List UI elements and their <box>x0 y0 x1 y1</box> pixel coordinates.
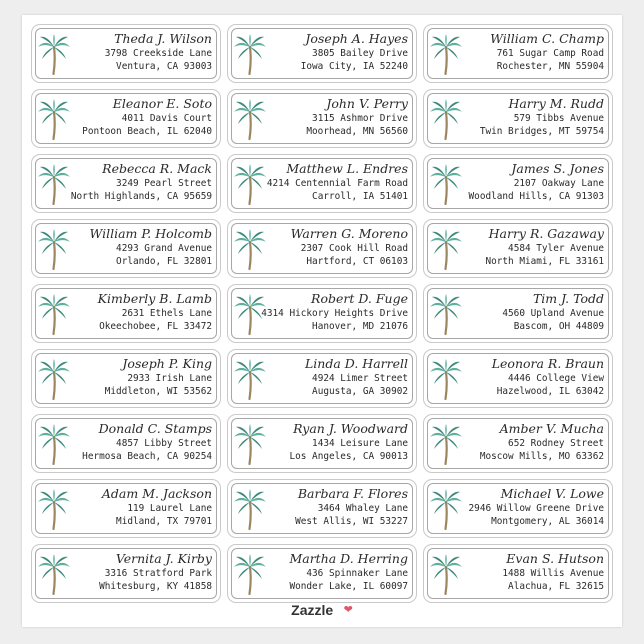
address-label[interactable] <box>423 544 613 603</box>
address-text <box>71 161 212 203</box>
address-label[interactable] <box>31 349 221 408</box>
palm-tree-icon <box>37 488 71 530</box>
address-text <box>469 161 604 203</box>
address-label[interactable] <box>31 544 221 603</box>
city-state-zip: West Allis, WI 53227 <box>295 516 408 527</box>
street-address: 4314 Hickory Heights Drive <box>261 308 408 319</box>
city-state-zip: Iowa City, IA 52240 <box>300 61 408 72</box>
city-state-zip: Orlando, FL 32801 <box>116 256 212 267</box>
city-state-zip: Augusta, GA 30902 <box>312 386 408 397</box>
city-state-zip: North Highlands, CA 95659 <box>70 191 212 202</box>
city-state-zip: Moorhead, MN 56560 <box>306 126 408 137</box>
address-label[interactable] <box>423 414 613 473</box>
address-label[interactable] <box>423 349 613 408</box>
city-state-zip: Hanover, MD 21076 <box>312 321 408 332</box>
street-address: 2933 Irish Lane <box>127 373 212 384</box>
city-state-zip: Montgomery, AL 36014 <box>491 516 604 527</box>
street-address: 3316 Stratford Park <box>104 568 212 579</box>
recipient-name: Donald C. Stamps <box>98 421 212 436</box>
palm-tree-icon <box>429 33 463 75</box>
recipient-name: William P. Holcomb <box>89 226 212 241</box>
address-text <box>267 161 408 203</box>
address-text <box>82 421 212 463</box>
palm-tree-icon <box>233 358 267 400</box>
street-address: 579 Tibbs Avenue <box>513 113 604 124</box>
city-state-zip: Carroll, IA 51401 <box>312 191 408 202</box>
city-state-zip: Rochester, MN 55904 <box>496 61 604 72</box>
address-text <box>289 421 408 463</box>
recipient-name: Robert D. Fuge <box>311 291 408 306</box>
address-text <box>102 486 212 528</box>
address-label[interactable] <box>423 89 613 148</box>
address-label[interactable] <box>31 24 221 83</box>
recipient-name: Linda D. Harrell <box>305 356 408 371</box>
palm-tree-icon <box>37 98 71 140</box>
address-label[interactable] <box>227 284 417 343</box>
address-label[interactable] <box>31 479 221 538</box>
address-label[interactable] <box>31 284 221 343</box>
address-label[interactable] <box>227 89 417 148</box>
street-address: 4857 Libby Street <box>116 438 212 449</box>
palm-tree-icon <box>429 358 463 400</box>
city-state-zip: Hermosa Beach, CA 90254 <box>82 451 212 462</box>
recipient-name: Adam M. Jackson <box>101 486 212 501</box>
palm-tree-icon <box>429 228 463 270</box>
recipient-name: Evan S. Hutson <box>506 551 604 566</box>
sticker-sheet <box>22 15 622 627</box>
address-text <box>82 96 212 138</box>
recipient-name: Barbara F. Flores <box>297 486 408 501</box>
recipient-name: Warren G. Moreno <box>290 226 408 241</box>
palm-tree-icon <box>37 33 71 75</box>
palm-tree-icon <box>429 163 463 205</box>
city-state-zip: Hartford, CT 06103 <box>306 256 408 267</box>
address-label[interactable] <box>423 24 613 83</box>
address-text <box>490 31 604 73</box>
palm-tree-icon <box>233 488 267 530</box>
palm-tree-icon <box>233 423 267 465</box>
street-address: 4011 Davis Court <box>121 113 212 124</box>
recipient-name: Michael V. Lowe <box>500 486 604 501</box>
palm-tree-icon <box>429 293 463 335</box>
address-text <box>485 226 604 268</box>
zazzle-logo[interactable]: Zazzle <box>291 601 334 618</box>
recipient-name: John V. Perry <box>326 96 408 111</box>
footer <box>22 601 622 619</box>
address-text <box>502 551 604 593</box>
address-text <box>105 356 212 398</box>
street-address: 1434 Leisure Lane <box>312 438 408 449</box>
palm-tree-icon <box>429 423 463 465</box>
street-address: 4214 Centennial Farm Road <box>266 178 408 189</box>
palm-tree-icon <box>37 163 71 205</box>
palm-tree-icon <box>37 553 71 595</box>
address-text <box>502 291 604 333</box>
street-address: 4560 Upland Avenue <box>502 308 604 319</box>
address-text <box>492 356 604 398</box>
palm-tree-icon <box>233 98 267 140</box>
address-label[interactable] <box>227 544 417 603</box>
recipient-name: Vernita J. Kirby <box>115 551 212 566</box>
recipient-name: Matthew L. Endres <box>286 161 408 176</box>
address-label[interactable] <box>227 349 417 408</box>
recipient-name: James S. Jones <box>511 161 604 176</box>
address-text <box>261 291 408 333</box>
address-label[interactable] <box>227 24 417 83</box>
palm-tree-icon <box>429 488 463 530</box>
address-label[interactable] <box>227 479 417 538</box>
address-text <box>306 96 408 138</box>
address-text <box>469 486 604 528</box>
address-label[interactable] <box>227 154 417 213</box>
city-state-zip: Los Angeles, CA 90013 <box>289 451 408 462</box>
city-state-zip: Bascom, OH 44809 <box>513 321 604 332</box>
address-label[interactable] <box>31 414 221 473</box>
address-text <box>480 96 604 138</box>
street-address: 3464 Whaley Lane <box>317 503 408 514</box>
address-text <box>89 226 212 268</box>
recipient-name: Kimberly B. Lamb <box>97 291 212 306</box>
city-state-zip: Whitesburg, KY 41858 <box>99 581 212 592</box>
recipient-name: Harry M. Rudd <box>508 96 604 111</box>
address-text <box>289 551 408 593</box>
street-address: 3115 Ashmor Drive <box>312 113 408 124</box>
city-state-zip: Twin Bridges, MT 59754 <box>479 126 604 137</box>
palm-tree-icon <box>37 423 71 465</box>
palm-tree-icon <box>429 98 463 140</box>
address-label[interactable] <box>227 219 417 278</box>
address-text <box>291 226 408 268</box>
heart-icon[interactable]: ❤ <box>343 604 353 617</box>
street-address: 2631 Ethels Lane <box>121 308 212 319</box>
address-label[interactable] <box>31 154 221 213</box>
recipient-name: Joseph P. King <box>122 356 212 371</box>
palm-tree-icon <box>429 553 463 595</box>
city-state-zip: Okeechobee, FL 33472 <box>99 321 212 332</box>
palm-tree-icon <box>233 553 267 595</box>
recipient-name: Joseph A. Hayes <box>305 31 408 46</box>
street-address: 3798 Creekside Lane <box>104 48 212 59</box>
palm-tree-icon <box>233 228 267 270</box>
address-label[interactable] <box>423 479 613 538</box>
address-label[interactable] <box>423 219 613 278</box>
palm-tree-icon <box>37 293 71 335</box>
city-state-zip: Moscow Mills, MO 63362 <box>479 451 604 462</box>
city-state-zip: Midland, TX 79701 <box>116 516 212 527</box>
palm-tree-icon <box>37 358 71 400</box>
city-state-zip: Alachua, FL 32615 <box>508 581 604 592</box>
recipient-name: Eleanor E. Soto <box>112 96 212 111</box>
street-address: 1488 Willis Avenue <box>502 568 604 579</box>
street-address: 119 Laurel Lane <box>127 503 212 514</box>
city-state-zip: North Miami, FL 33161 <box>485 256 604 267</box>
city-state-zip: Ventura, CA 93003 <box>116 61 212 72</box>
street-address: 2107 Oakway Lane <box>513 178 604 189</box>
address-text <box>305 356 408 398</box>
recipient-name: William C. Champ <box>490 31 604 46</box>
street-address: 4446 College View <box>508 373 604 384</box>
recipient-name: Tim J. Todd <box>532 291 604 306</box>
street-address: 4924 Limer Street <box>312 373 408 384</box>
recipient-name: Amber V. Mucha <box>499 421 604 436</box>
street-address: 2307 Cook Hill Road <box>300 243 408 254</box>
address-text <box>295 486 408 528</box>
city-state-zip: Middleton, WI 53562 <box>104 386 212 397</box>
label-grid <box>31 24 613 603</box>
recipient-name: Martha D. Herring <box>289 551 408 566</box>
street-address: 3249 Pearl Street <box>116 178 212 189</box>
street-address: 2946 Willow Greene Drive <box>468 503 604 514</box>
address-label[interactable] <box>227 414 417 473</box>
street-address: 4293 Grand Avenue <box>116 243 212 254</box>
recipient-name: Harry R. Gazaway <box>488 226 604 241</box>
city-state-zip: Wonder Lake, IL 60097 <box>289 581 408 592</box>
address-text <box>301 31 408 73</box>
address-text <box>98 291 212 333</box>
address-text <box>105 31 212 73</box>
city-state-zip: Pontoon Beach, IL 62040 <box>82 126 212 137</box>
palm-tree-icon <box>233 33 267 75</box>
street-address: 436 Spinnaker Lane <box>306 568 408 579</box>
city-state-zip: Hazelwood, IL 63042 <box>496 386 604 397</box>
palm-tree-icon <box>233 163 267 205</box>
recipient-name: Theda J. Wilson <box>114 31 212 46</box>
street-address: 652 Rodney Street <box>508 438 604 449</box>
address-text <box>480 421 604 463</box>
address-label[interactable] <box>31 219 221 278</box>
city-state-zip: Woodland Hills, CA 91303 <box>468 191 604 202</box>
recipient-name: Ryan J. Woodward <box>293 421 408 436</box>
address-label[interactable] <box>31 89 221 148</box>
address-label[interactable] <box>423 284 613 343</box>
street-address: 761 Sugar Camp Road <box>496 48 604 59</box>
street-address: 4584 Tyler Avenue <box>508 243 604 254</box>
palm-tree-icon <box>37 228 71 270</box>
address-label[interactable] <box>423 154 613 213</box>
recipient-name: Rebecca R. Mack <box>102 161 212 176</box>
address-text <box>99 551 212 593</box>
recipient-name: Leonora R. Braun <box>491 356 604 371</box>
street-address: 3805 Bailey Drive <box>312 48 408 59</box>
